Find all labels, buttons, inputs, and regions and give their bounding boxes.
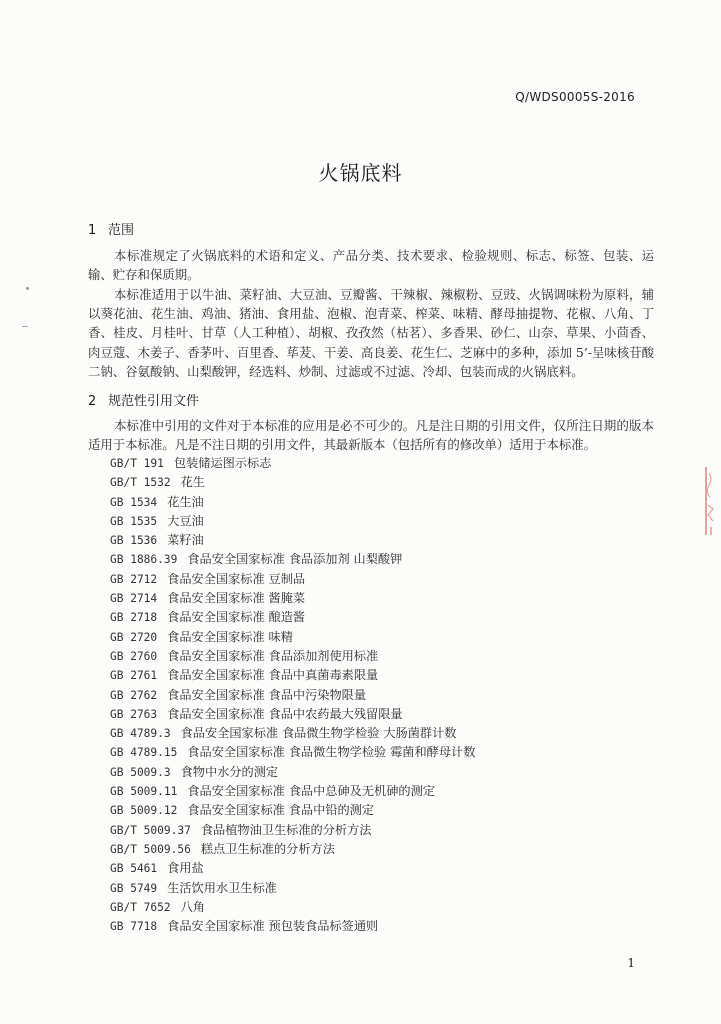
- reference-item: [110, 840, 475, 859]
- reference-item: [110, 628, 475, 647]
- reference-item: [110, 917, 475, 936]
- seal-stamp-fragment: [703, 465, 715, 537]
- reference-code: GB/T 7652: [110, 900, 171, 914]
- reference-title: 花生: [180, 475, 205, 490]
- reference-code: GB 5009.11: [110, 785, 178, 799]
- reference-title: 食品安全国家标准 豆制品: [167, 571, 306, 586]
- reference-item: [110, 570, 475, 589]
- reference-code: GB 5009.12: [110, 804, 178, 818]
- reference-title: 食品安全国家标准 预包装食品标签通则: [167, 919, 379, 934]
- standard-code: Q/WDS0005S-2016: [515, 90, 635, 104]
- reference-title: 食品安全国家标准 食品添加剂使用标准: [167, 648, 379, 663]
- reference-title: 食品安全国家标准 食品微生物学检验 大肠菌群计数: [180, 726, 457, 741]
- reference-code: GB 1535: [110, 514, 158, 528]
- reference-item: [110, 589, 475, 608]
- reference-item: [110, 473, 475, 492]
- reference-item: [110, 782, 475, 801]
- reference-code: GB 1534: [110, 495, 158, 509]
- reference-code: GB 2760: [110, 649, 158, 663]
- scan-artifact: [26, 287, 29, 290]
- reference-code: GB 5749: [110, 881, 158, 895]
- reference-code: GB/T 1532: [110, 476, 171, 490]
- section-heading-scope: [88, 219, 134, 238]
- reference-code: GB/T 5009.37: [110, 823, 191, 837]
- reference-item: [110, 512, 475, 531]
- reference-code: GB 7718: [110, 920, 158, 934]
- reference-code: GB 2712: [110, 572, 158, 586]
- paragraph-scope-2: 本标准适用于以牛油、菜籽油、大豆油、豆瓣酱、干辣椒、辣椒粉、豆豉、火锅调味粉为原料，辅以葵花油、花生油、鸡油、猪油、食用盐、泡椒、泡青菜、榨菜、味精、酵母抽提物、花椒、八角、丁香、桂皮、月桂叶、甘草（人工种植）、胡椒、孜孜然（枯茗）、多香果、砂仁、山奈、草果、小茴香、肉豆蔻、木姜子、香茅叶、百里香、荜茇、干姜、高良姜、花生仁、芝麻中的多种，添加 5’-呈味核苷酸二钠、谷氨酸钠、山梨酸钾，经选料、炒制、过滤或不过滤、冷却、包装而成的火锅底料。: [88, 287, 654, 379]
- reference-title: 糕点卫生标准的分析方法: [200, 841, 335, 856]
- reference-title: 食品安全国家标准 食品中污染物限量: [167, 687, 367, 702]
- reference-title: 食品安全国家标准 食品中铅的测定: [187, 803, 375, 818]
- reference-code: GB 1536: [110, 534, 158, 548]
- paragraph-scope-1: 本标准规定了火锅底料的术语和定义、产品分类、技术要求、检验规则、标志、标签、包装、运输、贮存和保质期。: [88, 248, 654, 283]
- reference-title: 食品安全国家标准 酱腌菜: [167, 591, 306, 606]
- reference-title: 生活饮用水卫生标准: [167, 880, 277, 895]
- reference-title: 八角: [180, 899, 205, 914]
- reference-code: GB 2720: [110, 630, 158, 644]
- reference-title: 花生油: [167, 494, 204, 509]
- reference-title: 食品安全国家标准 酿造酱: [167, 610, 306, 625]
- reference-list: [110, 454, 475, 936]
- section-title: 规范性引用文件: [108, 394, 200, 409]
- section-number: 2: [88, 394, 97, 409]
- reference-code: GB/T 5009.56: [110, 842, 191, 856]
- reference-item: [110, 898, 475, 917]
- scan-artifact: [22, 326, 28, 327]
- section-number: 1: [88, 223, 97, 238]
- reference-code: GB/T 191: [110, 457, 164, 470]
- reference-item: [110, 743, 475, 762]
- page-number: 1: [627, 956, 635, 970]
- reference-title: 食品安全国家标准 食品中农药最大残留限量: [167, 706, 403, 721]
- reference-code: GB 2761: [110, 669, 158, 683]
- reference-title: 大豆油: [167, 513, 204, 528]
- reference-item: [110, 647, 475, 666]
- document-title: 火锅底料: [318, 161, 403, 185]
- reference-title: 食物中水分的测定: [180, 764, 279, 779]
- reference-item: [110, 493, 475, 512]
- reference-item: [110, 550, 475, 569]
- reference-item: [110, 608, 475, 627]
- reference-item: [110, 724, 475, 743]
- reference-item: [110, 821, 475, 840]
- reference-code: GB 2763: [110, 707, 158, 721]
- reference-title: 食品安全国家标准 食品中真菌毒素限量: [167, 668, 379, 683]
- reference-title: 食用盐: [167, 861, 204, 876]
- reference-item: [110, 879, 475, 898]
- reference-item: [110, 686, 475, 705]
- reference-code: GB 2762: [110, 688, 158, 702]
- reference-title: 食品安全国家标准 食品添加剂 山梨酸钾: [187, 552, 403, 567]
- reference-item: [110, 763, 475, 782]
- reference-code: GB 2718: [110, 611, 158, 625]
- paragraph-references-intro: 本标准中引用的文件对于本标准的应用是必不可少的。凡是注日期的引用文件，仅所注日期的版本适用于本标准。凡是不注日期的引用文件，其最新版本（包括所有的修改单）适用于本标准。: [88, 418, 654, 453]
- section-title: 范围: [108, 223, 135, 238]
- reference-item: [110, 801, 475, 820]
- reference-code: GB 5009.3: [110, 765, 171, 779]
- reference-title: 食品安全国家标准 食品中总砷及无机砷的测定: [187, 784, 435, 799]
- reference-item: [110, 531, 475, 550]
- section-heading-normative-references: [88, 390, 199, 409]
- reference-item: [110, 666, 475, 685]
- reference-title: 食品安全国家标准 食品微生物学检验 霉菌和酵母计数: [187, 745, 476, 760]
- reference-title: 食品安全国家标准 味精: [167, 629, 293, 644]
- reference-code: GB 4789.15: [110, 746, 178, 760]
- reference-title: 食品植物油卫生标准的分析方法: [200, 822, 372, 837]
- reference-code: GB 1886.39: [110, 553, 178, 567]
- reference-item: [110, 705, 475, 724]
- reference-code: GB 4789.3: [110, 727, 171, 741]
- reference-item: [110, 859, 475, 878]
- reference-code: GB 2714: [110, 592, 158, 606]
- reference-code: GB 5461: [110, 862, 158, 876]
- reference-title: 包装储运图示标志: [173, 456, 272, 470]
- reference-title: 菜籽油: [167, 533, 204, 548]
- reference-item: [110, 454, 475, 473]
